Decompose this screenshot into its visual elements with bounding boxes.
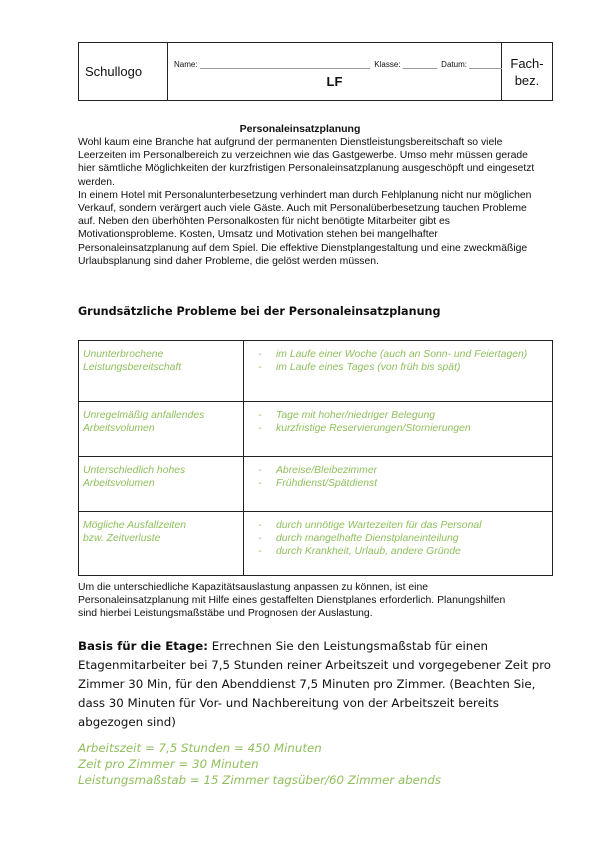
list-item: - durch mangelhafte Dienstplaneinteilung: [258, 532, 548, 545]
section-title: Grundsätzliche Probleme bei der Personaleinsatzplanung: [78, 305, 441, 318]
list-item: - Tage mit hoher/niedriger Belegung: [258, 409, 548, 422]
problem-line: Arbeitsvolumen: [83, 478, 155, 489]
planning-text: Um die unterschiedliche Kapazitätsauslastung anpassen zu können, ist eine Personaleinsatzplanung mit Hilfe eines gestaffelten Dienstplanes erforderlich. Planungshilfen sind hierbei Leistungsmaßstäbe und Prognosen der Auslastung.: [78, 582, 506, 620]
list-item: - Abreise/Bleibezimmer: [258, 464, 548, 477]
cause-cell: [244, 341, 553, 402]
student-info-row: [174, 60, 502, 69]
problems-table: [78, 340, 553, 576]
solution-line: Arbeitszeit = 7,5 Stunden = 450 Minuten: [78, 741, 322, 755]
problem-cell: [79, 341, 244, 402]
cause-cell: [244, 457, 553, 512]
problem-cell: [79, 402, 244, 457]
problem-line: Arbeitsvolumen: [83, 423, 155, 434]
cause-cell: [244, 512, 553, 576]
intro-paragraph-1: Wohl kaum eine Branche hat aufgrund der permanenten Dienstleistungsbereitschaft so viele Leerzeiten im Personalbereich zu verzeichnen wie das Gastgewerbe. Umso mehr müssen gerade hier sämtliche Möglichkeiten der kurzfristigen Personaleinsatzplanung ausgeschöpft und eingesetzt werden.: [78, 137, 535, 188]
problem-line: Unterschiedlich hohes: [83, 465, 186, 476]
datum-field[interactable]: [469, 61, 502, 69]
problem-cell: [79, 457, 244, 512]
subject-cell: [502, 43, 552, 100]
cause-list: [258, 409, 548, 435]
cause-list: [258, 464, 548, 490]
klasse-field[interactable]: [403, 61, 437, 69]
header-table: [78, 42, 553, 101]
list-item: - Frühdienst/Spätdienst: [258, 477, 548, 490]
intro-title: Personaleinsatzplanung: [239, 123, 361, 135]
table-row: [79, 402, 553, 457]
list-item: - im Laufe einer Woche (auch an Sonn- und Feiertagen): [258, 348, 548, 361]
problem-cell: [79, 512, 244, 576]
list-item: - durch unnötige Wartezeiten für das Personal: [258, 519, 548, 532]
table-row: [79, 457, 553, 512]
table-row: [79, 512, 553, 576]
problem-line: Unregelmäßig anfallendes: [83, 410, 205, 421]
cause-cell: [244, 402, 553, 457]
list-item: - kurzfristige Reservierungen/Stornierungen: [258, 422, 548, 435]
subject-line-2: bez.: [514, 72, 540, 88]
name-field[interactable]: [200, 61, 370, 69]
table-row: [79, 341, 553, 402]
task-label: Basis für die Etage:: [78, 639, 209, 653]
intro-paragraph-2: In einem Hotel mit Personalunterbesetzung verhindert man durch Fehlplanung nicht nur möglichen Verkauf, sondern verärgert auch viele Gäste. Auch mit Personalüberbesetzung tauchen Probleme auf. Neben den überhöhten Personalkosten für nicht benötigte Mitarbeiter gibt es Motivationsprobleme. Kosten, Umsatz und Motivation stehen bei mangelhafter Personaleinsatzplanung auf dem Spiel. Die effektive Dienstplangestaltung und eine zweckmäßige Urlaubsplanung sind daher Probleme, die gelöst werden müssen.: [78, 189, 532, 267]
cause-list: [258, 519, 548, 558]
task-body: Errechnen Sie den Leistungsmaßstab für einen Etagenmitarbeiter bei 7,5 Stunden reiner Arbeitszeit und vorgegebener Zeit pro Zimmer 30 Min, für den Abenddienst 7,5 Minuten pro Zimmer. (Beachten Sie, dass 30 Minuten für Vor- und Nachbereitung von der Arbeitszeit bereits abgezogen sind): [78, 639, 552, 729]
problem-line: bzw. Zeitverluste: [83, 533, 161, 544]
problem-line: Mögliche Ausfallzeiten: [83, 520, 186, 531]
datum-label: Datum:: [441, 60, 467, 69]
cause-list: [258, 348, 548, 374]
lernfeld-label: LF: [326, 74, 343, 89]
name-label: Name:: [174, 60, 198, 69]
problem-line: Leistungsbereitschaft: [83, 362, 182, 373]
solution-line: Leistungsmaßstab = 15 Zimmer tagsüber/60 Zimmer abends: [78, 773, 442, 787]
intro-text: [78, 136, 540, 268]
klasse-label: Klasse:: [374, 60, 401, 69]
task-text: [78, 637, 553, 732]
student-info-cell: [168, 43, 502, 100]
problem-line: Ununterbrochene: [83, 349, 164, 360]
list-item: - im Laufe eines Tages (von früh bis spät): [258, 361, 548, 374]
list-item: - durch Krankheit, Urlaub, andere Gründe: [258, 545, 548, 558]
subject-line-1: Fach-: [510, 55, 544, 71]
solution-line: Zeit pro Zimmer = 30 Minuten: [78, 757, 259, 771]
school-logo-cell: Schullogo: [79, 43, 168, 100]
solution-block: [78, 740, 441, 788]
